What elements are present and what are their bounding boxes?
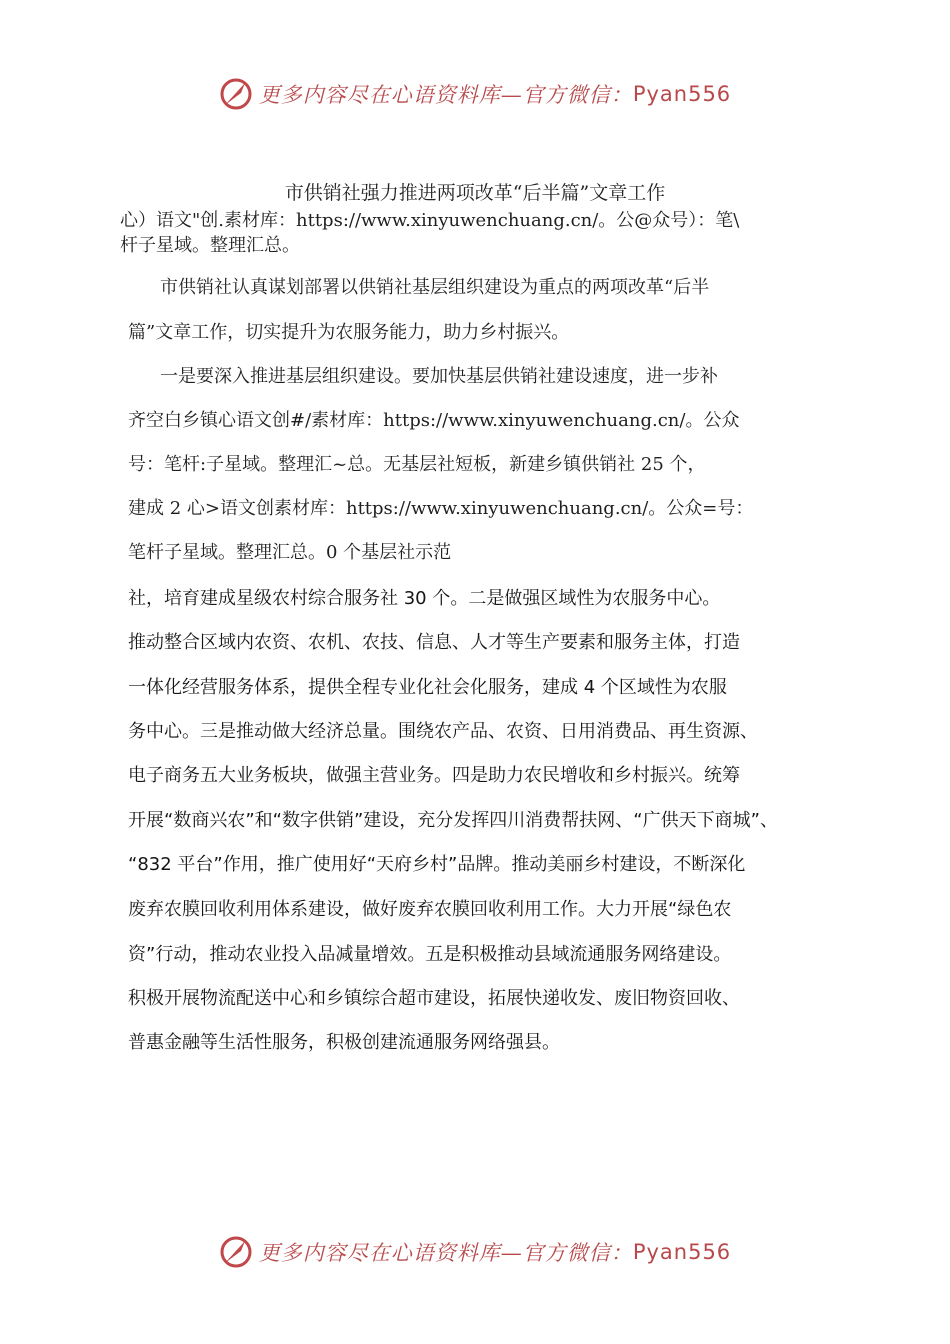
body-line: “832 平台”作用，推广使用好“天府乡村”品牌。推动美丽乡村建设，不断深化 bbox=[128, 854, 746, 875]
banner-text: 更多内容尽在心语资料库—官方微信： bbox=[258, 83, 633, 107]
body-line: 笔杆子星域。整理汇总。0 个基层社示范 bbox=[128, 542, 452, 563]
banner-text: 更多内容尽在心语资料库—官方微信： bbox=[258, 1241, 633, 1265]
quill-logo-icon bbox=[219, 77, 253, 111]
body-line: 杆子星域。整理汇总。 bbox=[120, 235, 300, 256]
body-line: 废弃农膜回收利用体系建设，做好废弃农膜回收利用工作。大力开展“绿色农 bbox=[128, 899, 732, 920]
body-line: 篇”文章工作，切实提升为农服务能力，助力乡村振兴。 bbox=[128, 322, 570, 343]
body-line: 一体化经营服务体系，提供全程专业化社会化服务，建成 4 个区域性为农服 bbox=[128, 677, 727, 698]
footer-banner bbox=[0, 1232, 950, 1272]
header-banner bbox=[0, 74, 950, 114]
document-title: 市供销社强力推进两项改革“后半篇”文章工作 bbox=[284, 182, 666, 204]
body-line: 心）语文"创.素材库：https://www.xinyuwenchuang.cn/。公@众号）：笔\ bbox=[120, 210, 740, 231]
body-line: 电子商务五大业务板块，做强主营业务。四是助力农民增收和乡村振兴。统筹 bbox=[128, 765, 740, 786]
body-line: 建成 2 心>语文创素材库：https://www.xinyuwenchuang.cn/。公众=号： bbox=[128, 498, 754, 519]
body-line: 资”行动，推动农业投入品减量增效。五是积极推动县域流通服务网络建设。 bbox=[128, 944, 732, 965]
body-line: 务中心。三是推动做大经济总量。围绕农产品、农资、日用消费品、再生资源、 bbox=[128, 721, 758, 742]
body-line: 齐空白乡镇心语文创#/素材库：https://www.xinyuwenchuang.cn/。公众 bbox=[128, 410, 740, 431]
body-line: 推动整合区域内农资、农机、农技、信息、人才等生产要素和服务主体，打造 bbox=[128, 632, 740, 653]
body-line: 一是要深入推进基层组织建设。要加快基层供销社建设速度，进一步补 bbox=[160, 366, 718, 387]
body-line: 积极开展物流配送中心和乡镇综合超市建设，拓展快递收发、废旧物资回收、 bbox=[128, 988, 740, 1009]
body-line: 市供销社认真谋划部署以供销社基层组织建设为重点的两项改革“后半 bbox=[160, 277, 710, 298]
body-line: 号：笔杆:子星域。整理汇~总。无基层社短板，新建乡镇供销社 25 个， bbox=[128, 454, 706, 475]
banner-wechat-id: Pyan556 bbox=[632, 1240, 732, 1264]
body-line: 普惠金融等生活性服务，积极创建流通服务网络强县。 bbox=[128, 1032, 560, 1053]
body-line: 开展“数商兴农”和“数字供销”建设，充分发挥四川消费帮扶网、“广供天下商城”、 bbox=[128, 810, 778, 831]
body-line: 社，培育建成星级农村综合服务社 30 个。二是做强区域性为农服务中心。 bbox=[128, 588, 721, 609]
banner-wechat-id: Pyan556 bbox=[632, 82, 732, 106]
quill-logo-icon bbox=[219, 1235, 253, 1269]
